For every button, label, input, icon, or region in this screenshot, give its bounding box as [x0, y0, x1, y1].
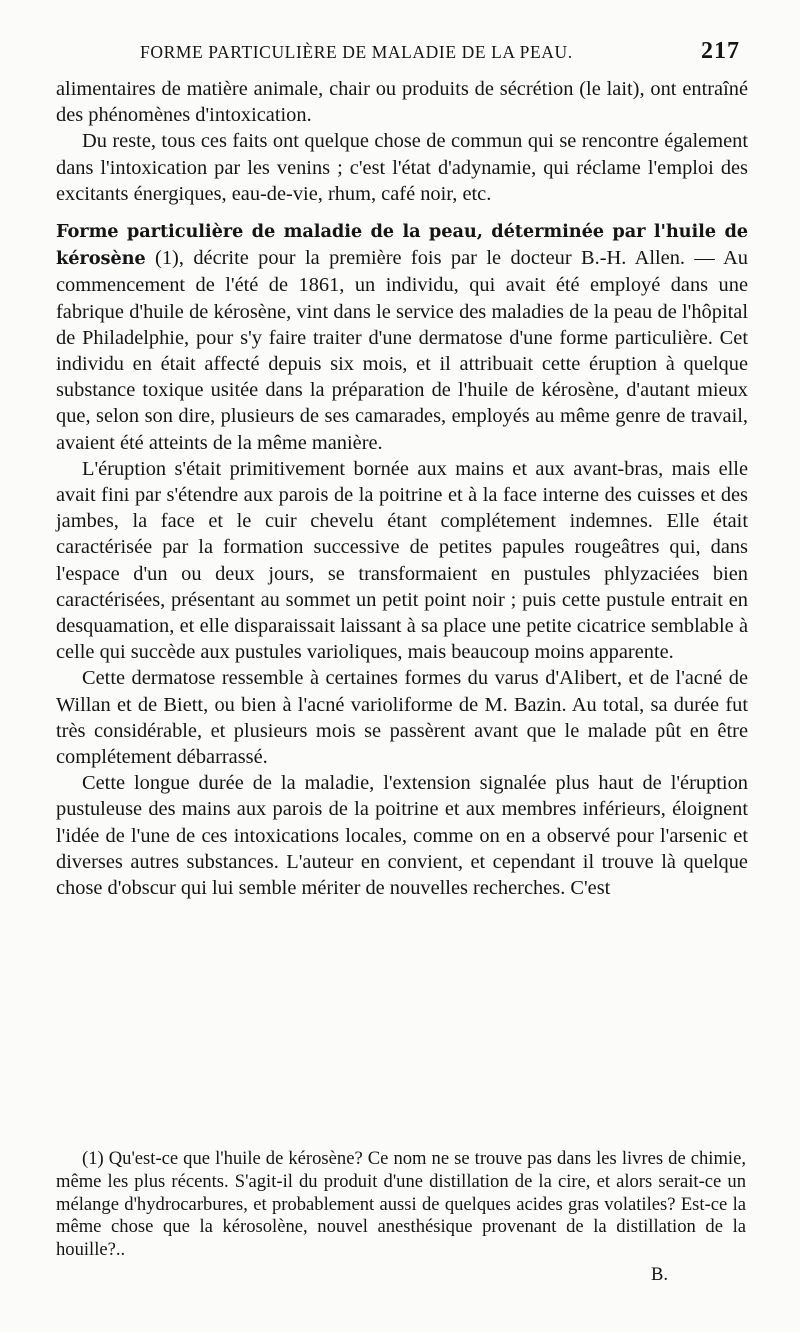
running-head: FORME PARTICULIÈRE DE MALADIE DE LA PEAU. — [140, 42, 573, 62]
footnote-text: (1) Qu'est-ce que l'huile de kérosène? Ce nom ne se trouve pas dans les livres de chimie, même les plus récents. S'agit-il du produit d'une distillation de la cire, et alors serait-ce un mélange d'hydrocarbures, et probablement aussi de quelques acides gras volatiles? Est-ce la même chose que la kérosolène, nouvel anesthésique provenant de la distillation de la houille?.. — [56, 1148, 746, 1261]
paragraph-6: Cette longue durée de la maladie, l'extension signalée plus haut de l'éruption pustuleuse des mains aux parois de la poitrine et aux membres inférieurs, éloignent l'idée de l'une de ces intoxications locales, comme on en a observé pour l'arsenic et diverses autres substances. L'auteur en convient, et cependant il trouve là quelque chose d'obscur qui lui semble mériter de nouvelles recherches. C'est — [56, 772, 748, 900]
main-text — [56, 76, 748, 901]
section-title: Forme particulière de maladie de la peau, déterminée par l'huile de kérosène — [56, 221, 748, 270]
footnote-signature: B. — [650, 1263, 668, 1285]
paragraph-2: Du reste, tous ces faits ont quelque chose de commun qui se rencontre également dans l'intoxication par les venins ; c'est l'état d'adynamie, qui réclame l'emploi des excitants énergiques, eau-de-vie, rhum, café noir, etc. — [56, 130, 748, 205]
paragraph-4: L'éruption s'était primitivement bornée aux mains et aux avant-bras, mais elle avait fini par s'étendre aux parois de la poitrine et à la face interne des cuisses et des jambes, la face et le cuir chevelu étant complétement indemnes. Elle était caractérisée par la formation successive de petites papules rougeâtres qui, dans l'espace d'un ou deux jours, se transformaient en pustules phlyzaciées bien caractérisées, présentant au sommet un petit point noir ; puis cette pustule entrait en desquamation, et elle disparaissait laissant à sa place une petite cicatrice semblable à celle qui succède aux pustules varioliques, mais beaucoup moins apparente. — [56, 457, 748, 664]
footnote — [56, 1148, 746, 1285]
paragraph-1: alimentaires de matière animale, chair ou produits de sécrétion (le lait), ont entraîné des phénomènes d'intoxication. — [56, 78, 748, 127]
paragraph-3-text: (1), décrite pour la première fois par le docteur B.-H. Allen. — Au commencement de l'été de 1861, un individu, qui avait été employé dans une fabrique d'huile de kérosène, vint dans le service des maladies de la peau de l'hôpital de Philadelphie, pour s'y faire traiter d'une dermatose d'une forme particulière. Cet individu en était affecté depuis six mois, et il attribuait cette éruption à quelque substance toxique usitée dans la préparation de l'huile de kérosène, d'autant mieux que, selon son dire, plusieurs de ses camarades, employés au même genre de travail, avaient été atteints de la même manière. — [56, 247, 748, 454]
paragraph-3 — [56, 218, 748, 456]
paragraph-5: Cette dermatose ressemble à certaines formes du varus d'Alibert, et de l'acné de Willan et de Biett, ou bien à l'acné varioliforme de M. Bazin. Au total, sa durée fut très considérable, et plusieurs mois se passèrent avant que le malade pût en être complétement débarrassé. — [56, 667, 748, 769]
page-number: 217 — [701, 38, 740, 64]
page-header — [56, 38, 746, 68]
